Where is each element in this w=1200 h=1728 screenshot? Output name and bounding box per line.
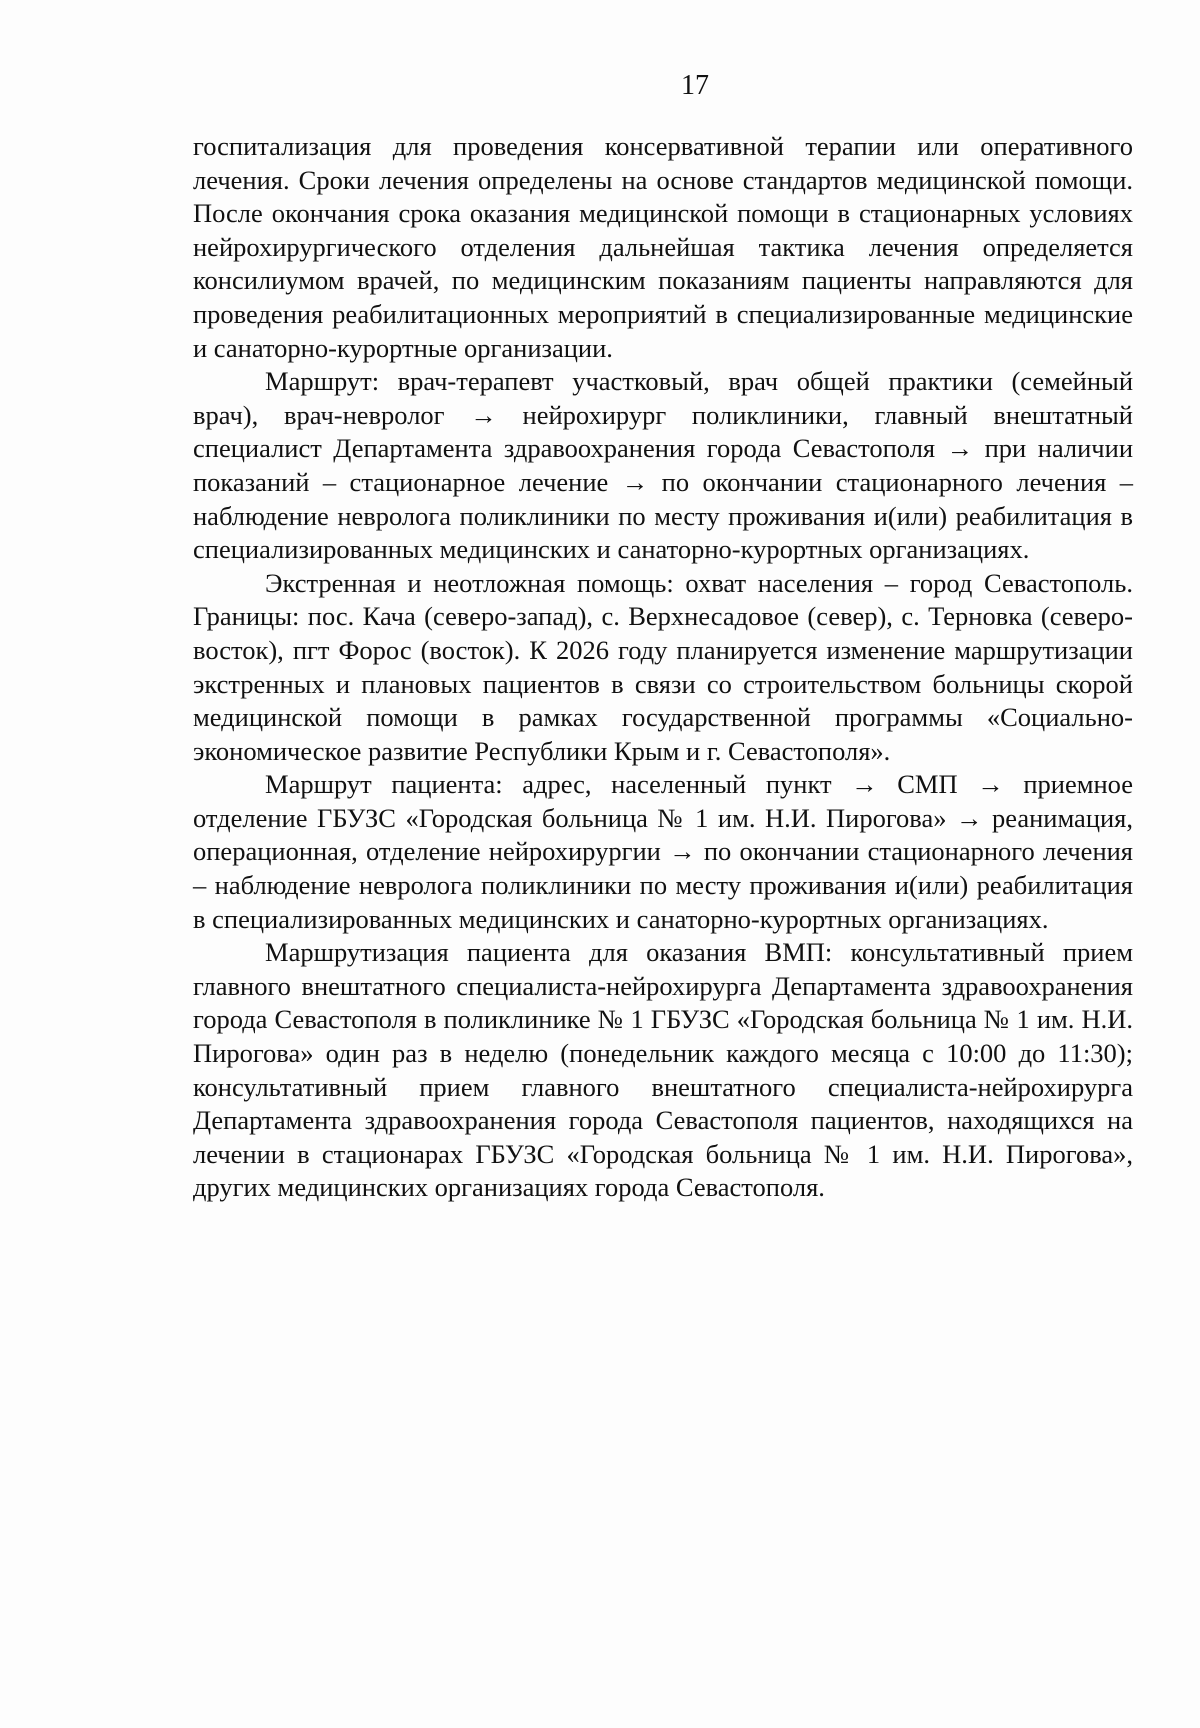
paragraph-patient-route: Маршрут пациента: адрес, населенный пункт → СМП → приемное отделение ГБУЗС «Городская больница № 1 им. Н.И. Пирогова» → реанимация, операционная, отделение нейрохирургии → по окончании стационарного лечения – наблюдение невролога поликлиники по месту проживания и(или) реабилитация в специализированных медицинских и санаторно-курортных организациях. (193, 769, 1133, 934)
paragraph-emergency-care: Экстренная и неотложная помощь: охват населения – город Севастополь. Границы: пос. Кача (северо-запад), с. Верхнесадовое (север), с. Терновка (северо-восток), пгт Форос (восток). К 2026 году планируется изменение маршрутизации экстренных и плановых пациентов в связи со строительством больницы скорой медицинской помощи в рамках государственной программы «Социально-экономическое развитие Республики Крым и г. Севастополя». (193, 567, 1133, 766)
paragraph-route-outpatient: Маршрут: врач-терапевт участковый, врач общей практики (семейный врач), врач-невролог → нейрохирург поликлиники, главный внештатный специалист Департамента здравоохранения города Севастополя → при наличии показаний – стационарное лечение → по окончании стационарного лечения – наблюдение невролога поликлиники по месту проживания и(или) реабилитация в специализированных медицинских и санаторно-курортных организациях. (193, 366, 1133, 565)
document-body (193, 130, 1133, 1205)
paragraph-continuation: госпитализация для проведения консервативной терапии или оперативного лечения. Сроки лечения определены на основе стандартов медицинской помощи. После окончания срока оказания медицинской помощи в стационарных условиях нейрохирургического отделения дальнейшая тактика лечения определяется консилиумом врачей, по медицинским показаниям пациенты направляются для проведения реабилитационных мероприятий в специализированные медицинские и санаторно-курортные организации. (193, 131, 1133, 363)
paragraph-vmp-routing: Маршрутизация пациента для оказания ВМП: консультативный прием главного внештатного специалиста-нейрохирурга Департамента здравоохранения города Севастополя в поликлинике № 1 ГБУЗС «Городская больница № 1 им. Н.И. Пирогова» один раз в неделю (понедельник каждого месяца с 10:00 до 11:30); консультативный прием главного внештатного специалиста-нейрохирурга Департамента здравоохранения города Севастополя пациентов, находящихся на лечении в стационарах ГБУЗС «Городская больница № 1 им. Н.И. Пирогова», других медицинских организациях города Севастополя. (193, 937, 1133, 1203)
page-number: 17 (681, 70, 709, 101)
